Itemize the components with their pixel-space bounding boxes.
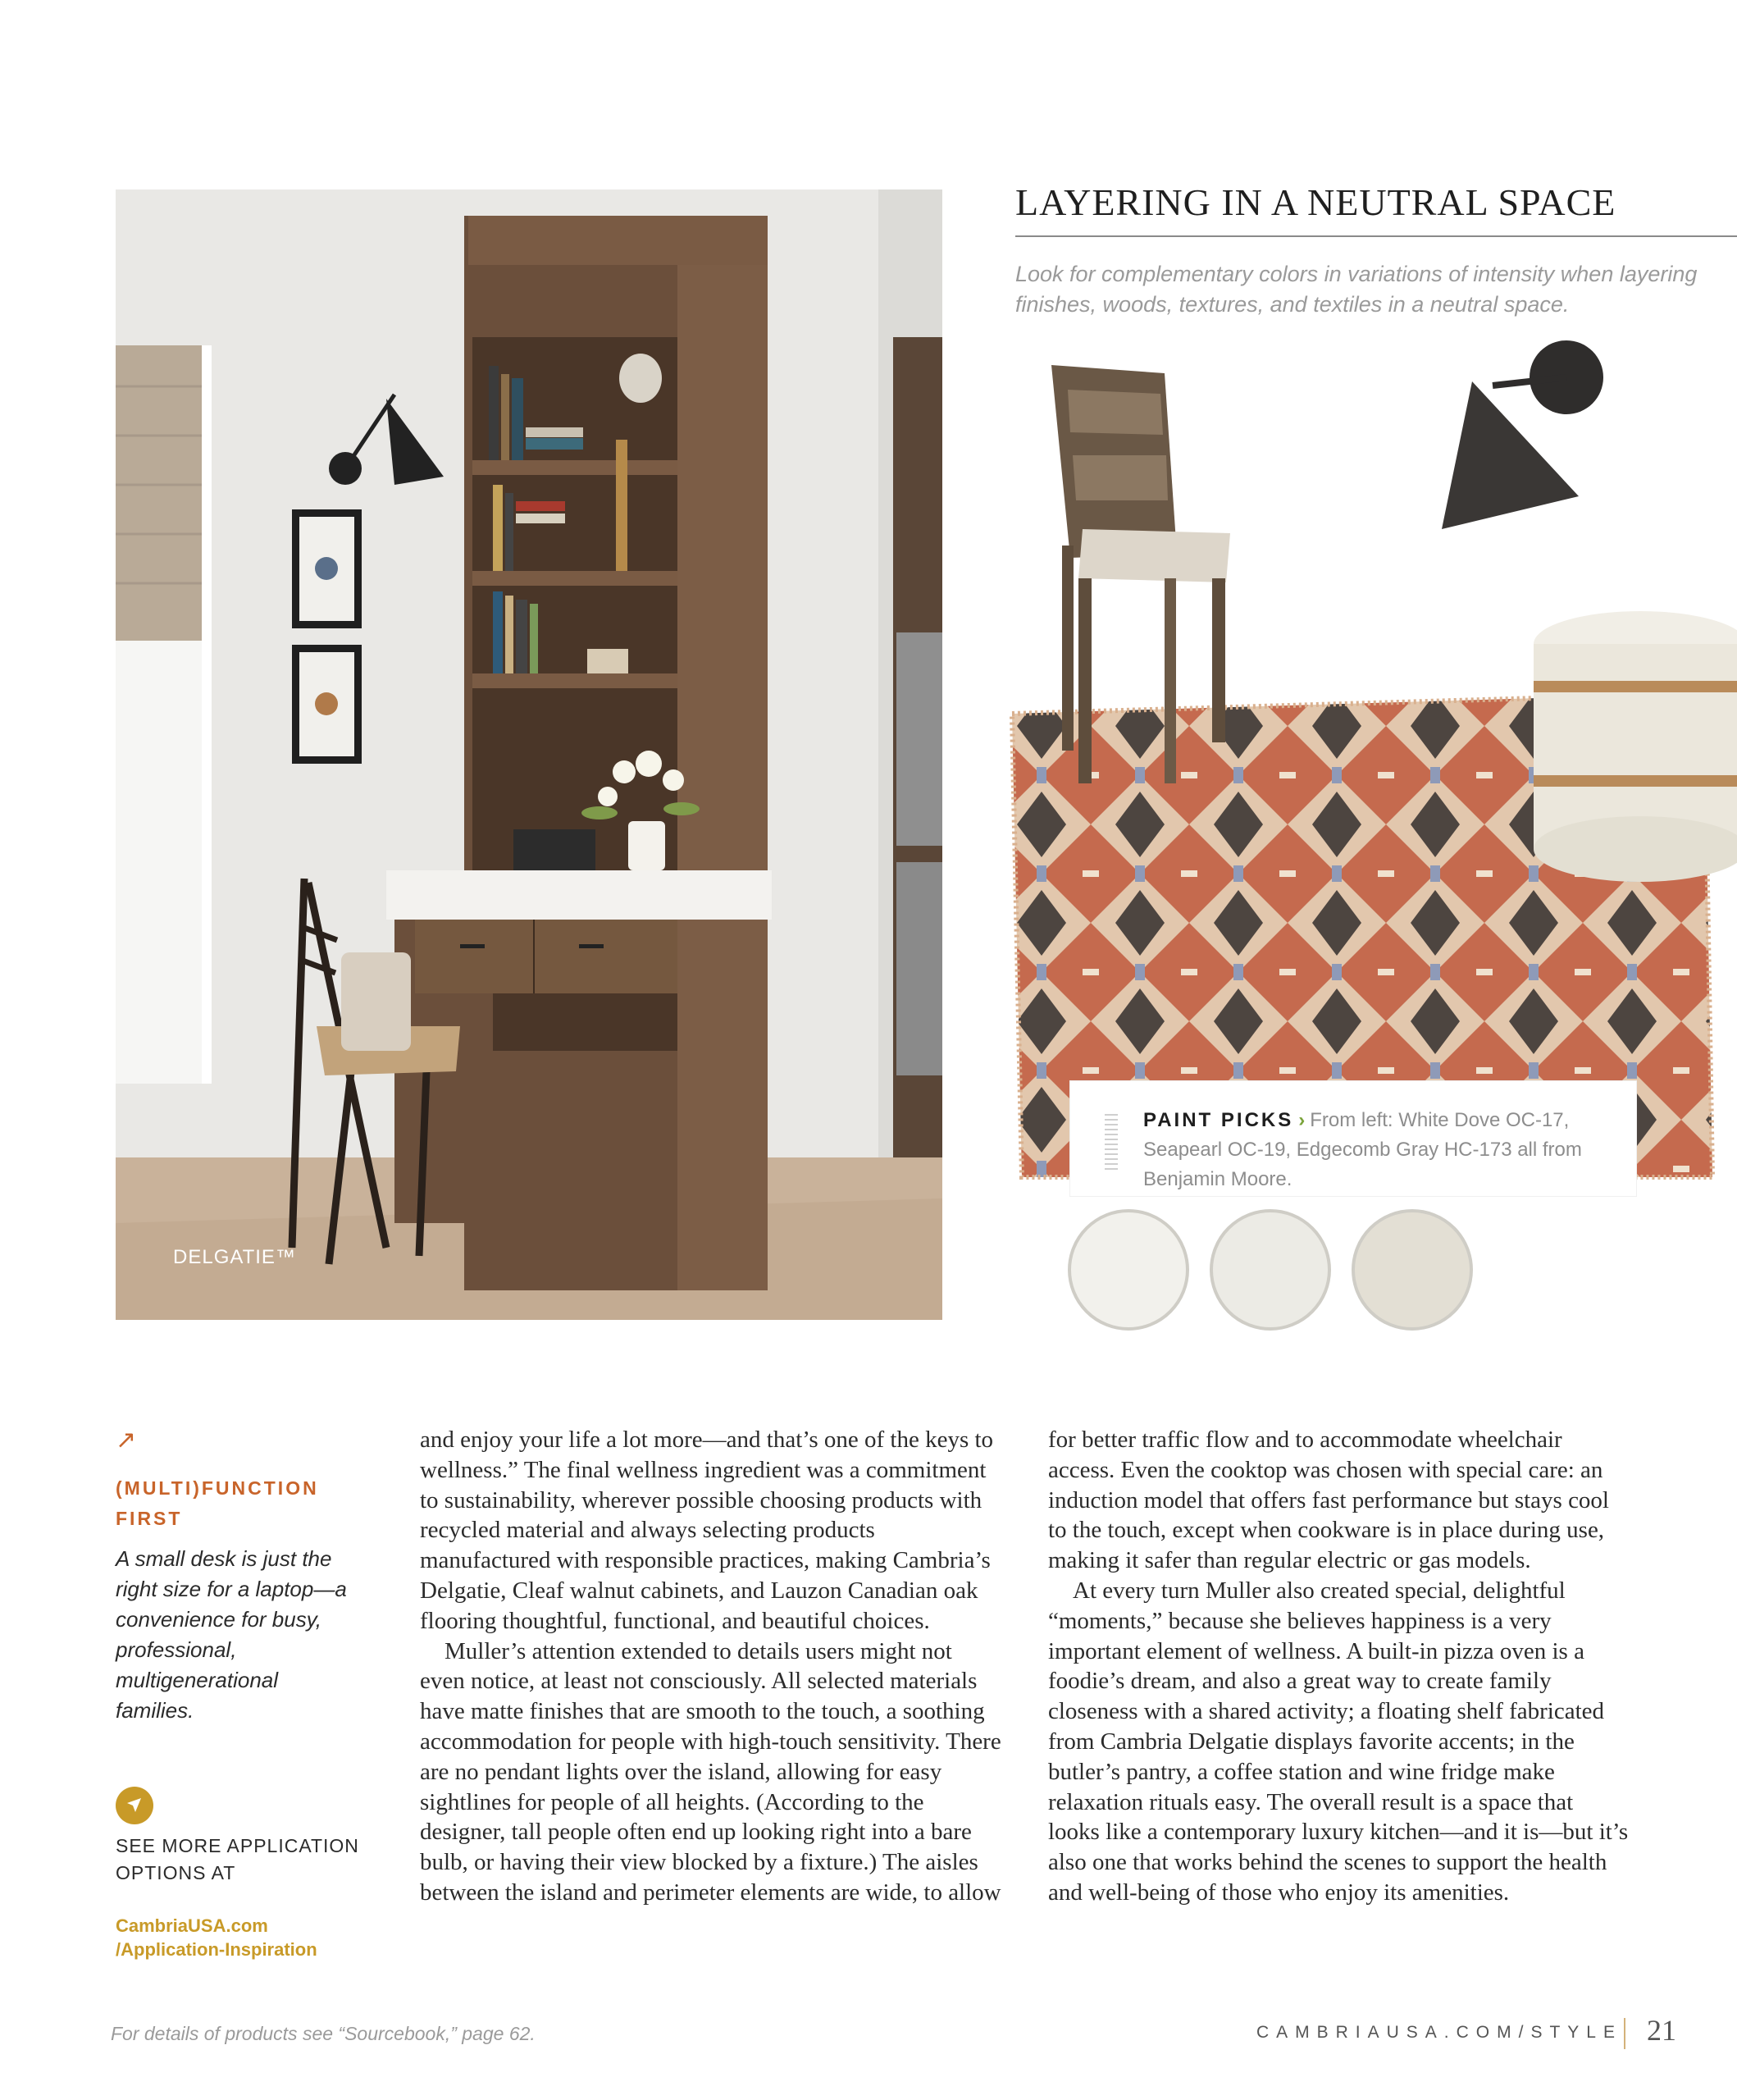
sidebar-title: (MULTI)FUNCTION FIRST <box>116 1477 319 1529</box>
cursor-pointer-icon <box>116 1787 153 1824</box>
photo-credit: DELGATIE™ <box>173 1246 296 1268</box>
article-column-2 <box>1048 1425 1630 1908</box>
ruler-icon <box>1105 1114 1118 1170</box>
feature-dek: Look for complementary colors in variations of intensity when layering finishes, woods, textures, and textiles in a neutral space. <box>1015 262 1698 317</box>
kitchen-desk-photo <box>116 189 942 1320</box>
drum-side-table-icon <box>1534 611 1737 882</box>
article-paragraph: At every turn Muller also created special, delightful “moments,” because she believes happiness is a very important element of wellness. A built-in pizza oven is a foodie’s dream, and also a great way to create family closeness with a shared activity; a floating shelf fabricated from Cambria Delgatie displays favorite accents; in the butler’s pantry, a coffee station and wine fridge make relaxation rituals easy. The overall result is a space that looks like a contemporary luxury kitchen—and it is—but it’s also one that works behind the scenes to support the health and well-being of those who enjoy its amenities. <box>1048 1577 1629 1906</box>
wall-sconce-icon <box>1442 340 1603 529</box>
feature-title: LAYERING IN A NEUTRAL SPACE <box>1015 180 1737 237</box>
page-number: 21 <box>1647 2014 1676 2047</box>
article-paragraph: and enjoy your life a lot more—and that’s one of the keys to wellness.” The final wellness ingredient was a commitment to sustainability, wherever possible choosing products with recycled material and always selecting products manufactured with responsible practices, making Cambria’s Delgatie, Cleaf walnut cabinets, and Lauzon Canadian oak flooring thoughtful, functional, and beautiful choices. <box>420 1427 994 1634</box>
footer-note: For details of products see “Sourcebook,” page 62. <box>111 2023 536 2044</box>
moodboard-collage <box>992 332 1737 1366</box>
article-paragraph: Muller’s attention extended to details users might not even notice, at least not consciously. All selected materials have matte finishes that are smooth to the touch, a soothing accommodation for people with high-touch sensitivity. There are no pendant lights over the island, allowing for easy sightlines for people of all heights. (According to the designer, tall people often end up looking right into a bare bulb, or having their view blocked by a fixture.) The aisles between the island and perimeter elements are wide, to allow <box>420 1637 1001 1906</box>
application-link-path[interactable]: /Application-Inspiration <box>116 1939 317 1960</box>
see-more-text: SEE MORE APPLICATION OPTIONS AT <box>116 1835 359 1883</box>
paint-picks-text <box>1143 1106 1619 1194</box>
application-link-domain[interactable]: CambriaUSA.com <box>116 1915 268 1936</box>
article-paragraph: for better traffic flow and to accommodate wheelchair access. Even the cooktop was chosen with special care: an induction model that offers fast performance but stays cool to the touch, except when cookware is in place during use, making it safer than regular electric or gas models. <box>1048 1427 1609 1574</box>
sidebar-body: A small desk is just the right size for a laptop—a convenience for busy, professional, multigenerational families. <box>116 1546 347 1723</box>
footer-url[interactable]: CAMBRIAUSA.COM/STYLE <box>1256 2023 1622 2042</box>
paint-picks-label: PAINT PICKS <box>1143 1109 1294 1131</box>
paint-swatch-icon <box>1069 1211 1471 1329</box>
footer-divider <box>1624 2018 1625 2049</box>
arrow-up-right-icon: ↗ <box>116 1426 137 1454</box>
article-column-1 <box>420 1425 1002 1908</box>
chevron-right-icon: › <box>1298 1109 1306 1131</box>
paint-picks-description: From left: White Dove OC-17, Seapearl OC-19, Edgecomb Gray HC-173 all from Benjamin Moore. <box>1143 1109 1582 1190</box>
paint-picks-card <box>1070 1081 1636 1196</box>
